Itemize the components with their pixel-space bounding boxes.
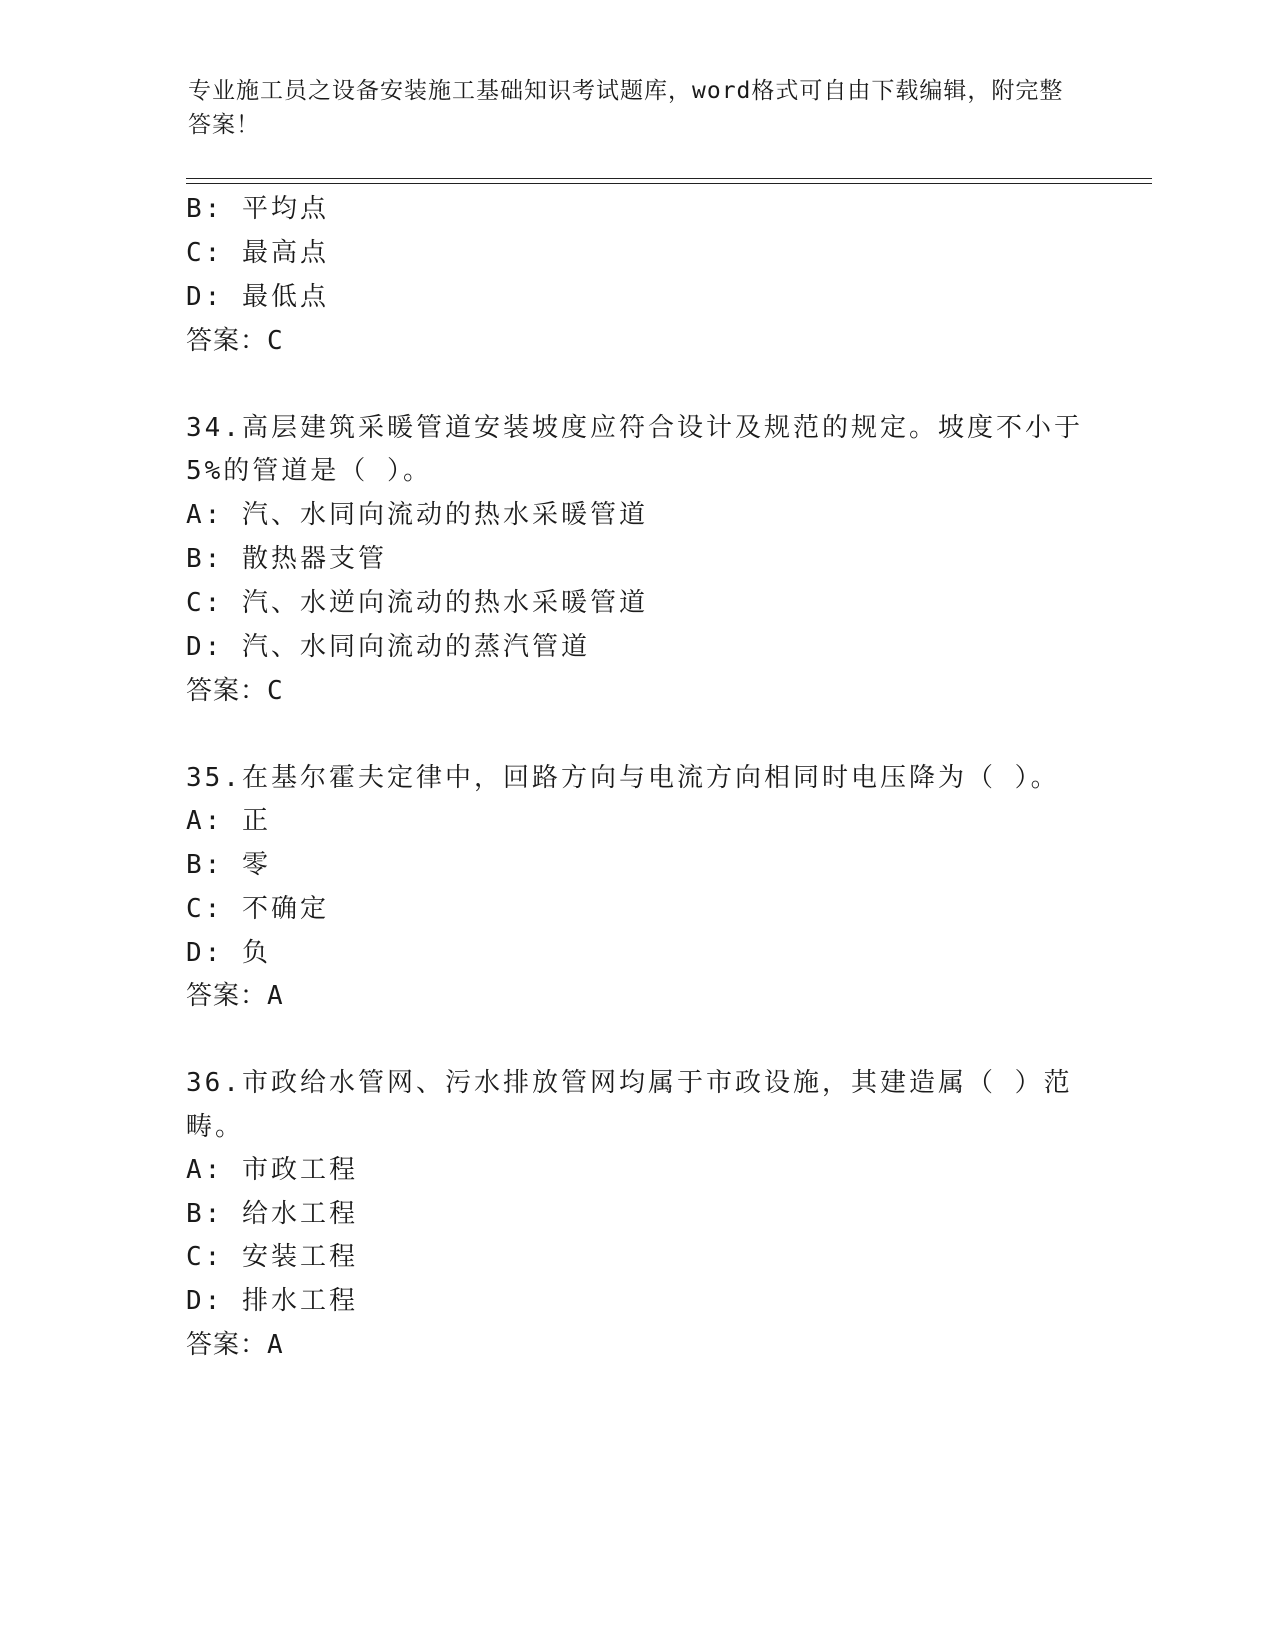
q34-option-c: C: 汽、水逆向流动的热水采暖管道 bbox=[186, 588, 648, 618]
header-divider-top bbox=[186, 178, 1152, 179]
q33-option-d: D: 最低点 bbox=[186, 282, 329, 312]
answer-value: C bbox=[267, 676, 284, 706]
q35-answer bbox=[186, 980, 284, 1012]
q35-option-a: A: 正 bbox=[186, 806, 271, 836]
q34-answer bbox=[186, 675, 284, 707]
q35-option-b: B: 零 bbox=[186, 850, 271, 880]
q36-question-line1: 36.市政给水管网、污水排放管网均属于市政设施，其建造属（ ）范 bbox=[186, 1068, 1073, 1098]
q34-option-a: A: 汽、水同向流动的热水采暖管道 bbox=[186, 500, 648, 530]
q36-question-line2: 畴。 bbox=[186, 1112, 245, 1142]
q35-option-c: C: 不确定 bbox=[186, 894, 329, 924]
q34-question-line2: 5%的管道是（ ）。 bbox=[186, 456, 432, 486]
q33-option-c: C: 最高点 bbox=[186, 238, 329, 268]
document-header: 专业施工员之设备安装施工基础知识考试题库，word格式可自由下载编辑，附完整答案！ bbox=[188, 78, 1064, 138]
q36-option-b: B: 给水工程 bbox=[186, 1199, 358, 1229]
q36-option-c: C: 安装工程 bbox=[186, 1242, 358, 1272]
q34-option-d: D: 汽、水同向流动的蒸汽管道 bbox=[186, 632, 590, 662]
q35-question-line1: 35.在基尔霍夫定律中，回路方向与电流方向相同时电压降为（ ）。 bbox=[186, 763, 1060, 793]
q33-answer bbox=[186, 325, 284, 357]
q36-answer bbox=[186, 1329, 284, 1361]
answer-value: A bbox=[267, 981, 284, 1011]
answer-label: 答案： bbox=[186, 981, 268, 1011]
answer-value: A bbox=[267, 1330, 284, 1360]
q34-question-line1: 34.高层建筑采暖管道安装坡度应符合设计及规范的规定。坡度不小于 bbox=[186, 413, 1083, 443]
answer-value: C bbox=[267, 326, 284, 356]
header-divider-bottom bbox=[186, 183, 1152, 184]
answer-label: 答案： bbox=[186, 326, 268, 356]
answer-label: 答案： bbox=[186, 676, 268, 706]
q36-option-a: A: 市政工程 bbox=[186, 1155, 358, 1185]
q36-option-d: D: 排水工程 bbox=[186, 1286, 358, 1316]
q34-option-b: B: 散热器支管 bbox=[186, 544, 387, 574]
q35-option-d: D: 负 bbox=[186, 938, 271, 968]
q33-option-b: B: 平均点 bbox=[186, 194, 329, 224]
answer-label: 答案： bbox=[186, 1330, 268, 1360]
